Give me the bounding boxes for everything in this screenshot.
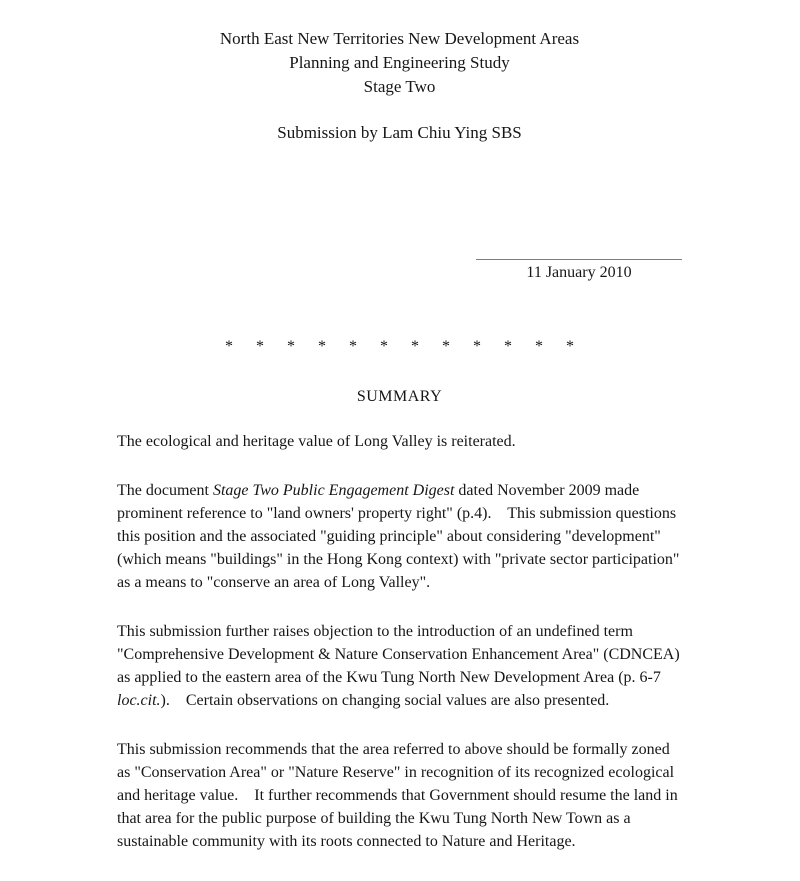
title-line-3: Stage Two: [363, 77, 436, 96]
paragraph-2-text-a: The document: [117, 482, 213, 499]
body-paragraphs: [117, 430, 682, 853]
title-line-1: North East New Territories New Development Areas: [219, 29, 580, 48]
date-text: 11 January 2010: [526, 264, 632, 281]
asterisk-separator: * * * * * * * * * * * *: [225, 338, 574, 355]
paragraph-3-text-b: ). Certain observations on changing social values are also presented.: [160, 692, 610, 709]
paragraph-2-text-b: dated November 2009 made prominent reference to "land owners' property right" (p.4). This submission questions this position and the associated "guiding principle" about considering "development" (which means "buildings" in the Hong Kong context) with "private sector participation" as a means to "conserve an area of Long Valley".: [117, 482, 684, 591]
paragraph-2: [117, 479, 682, 594]
paragraph-4-text: This submission recommends that the area referred to above should be formally zoned as "Conservation Area" or "Nature Reserve" in recognition of its recognized ecological and heritage value. It further recommends that Government should resume the land in that area for the public purpose of building the Kwu Tung North New Town as a sustainable community with its roots connected to Nature and Heritage.: [117, 741, 682, 850]
paragraph-1-text: The ecological and heritage value of Long Valley is reiterated.: [117, 433, 516, 450]
paragraph-3-text-a: This submission further raises objection to the introduction of an undefined term "Comprehensive Development & Nature Conservation Enhancement Area" (CDNCEA) as applied to the eastern area of the Kwu Tung North New Development Area (p. 6-7: [117, 623, 684, 686]
title-line-2: Planning and Engineering Study: [289, 53, 510, 72]
submission-line: Submission by Lam Chiu Ying SBS: [277, 123, 522, 142]
loc-cit-italic: loc.cit.: [117, 692, 161, 709]
paragraph-1: [117, 430, 682, 453]
document-title: [117, 27, 682, 99]
digest-title-italic: Stage Two Public Engagement Digest: [212, 482, 455, 499]
summary-heading: SUMMARY: [356, 388, 443, 405]
paragraph-4: [117, 738, 682, 853]
date-block: [476, 259, 682, 285]
paragraph-3: [117, 620, 682, 712]
